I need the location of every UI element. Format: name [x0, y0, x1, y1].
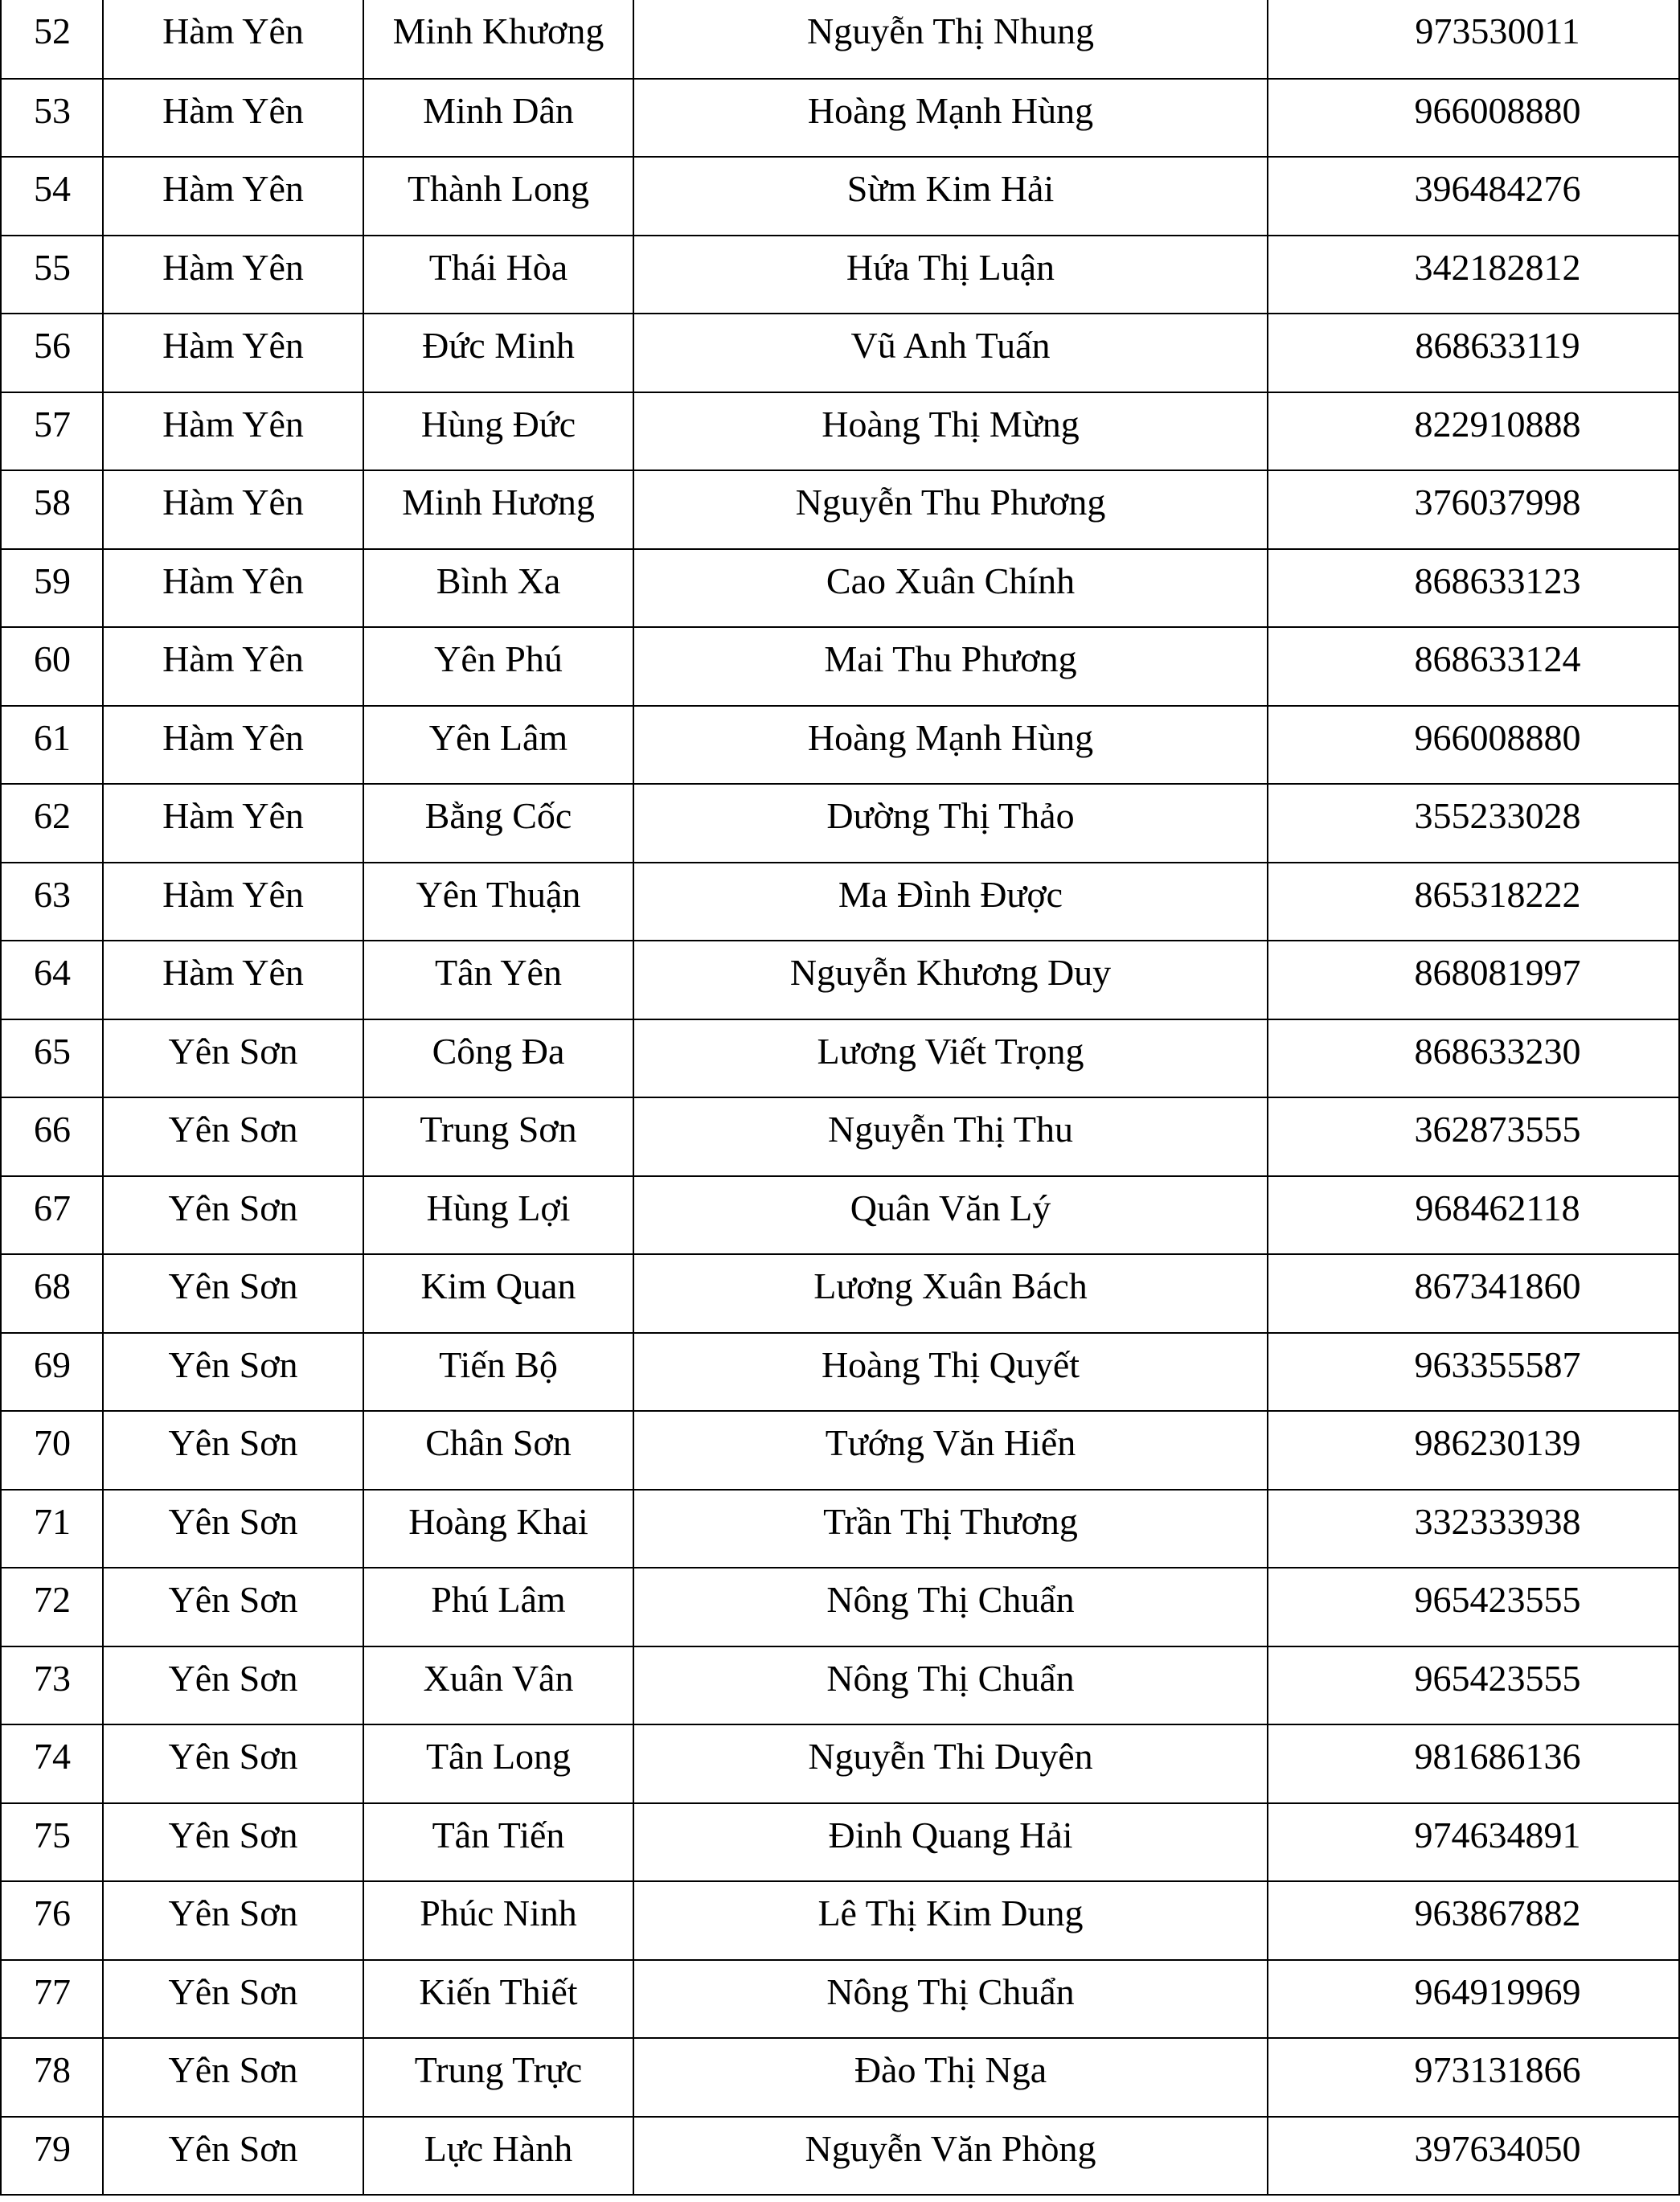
- person-name-cell: Mai Thu Phương: [633, 627, 1268, 706]
- phone-number-cell: 822910888: [1268, 392, 1679, 471]
- phone-number-cell: 397634050: [1268, 2117, 1679, 2196]
- table-row: [1, 1097, 1679, 1176]
- district-cell: Hàm Yên: [103, 863, 363, 941]
- person-name-cell: Nguyễn Thị Nhung: [633, 0, 1268, 79]
- district-cell: Hàm Yên: [103, 236, 363, 314]
- district-cell: Yên Sơn: [103, 1724, 363, 1803]
- row-number-cell: 70: [1, 1411, 103, 1490]
- commune-cell: Tân Yên: [363, 941, 633, 1019]
- district-cell: Yên Sơn: [103, 2038, 363, 2117]
- commune-cell: Tân Tiến: [363, 1803, 633, 1882]
- table-row: [1, 1960, 1679, 2039]
- person-name-cell: Lương Viết Trọng: [633, 1019, 1268, 1098]
- row-number-cell: 71: [1, 1490, 103, 1568]
- commune-cell: Công Đa: [363, 1019, 633, 1098]
- row-number-cell: 52: [1, 0, 103, 79]
- row-number-cell: 78: [1, 2038, 103, 2117]
- row-number-cell: 54: [1, 157, 103, 236]
- person-name-cell: Hoàng Mạnh Hùng: [633, 79, 1268, 158]
- table-row: [1, 1254, 1679, 1333]
- district-cell: Hàm Yên: [103, 79, 363, 158]
- row-number-cell: 65: [1, 1019, 103, 1098]
- table-row: [1, 941, 1679, 1019]
- phone-number-cell: 868633123: [1268, 549, 1679, 628]
- table-row: [1, 706, 1679, 785]
- district-cell: Yên Sơn: [103, 1881, 363, 1960]
- table-row: [1, 627, 1679, 706]
- phone-number-cell: 964919969: [1268, 1960, 1679, 2039]
- district-cell: Hàm Yên: [103, 314, 363, 392]
- district-cell: Yên Sơn: [103, 1960, 363, 2039]
- commune-cell: Minh Dân: [363, 79, 633, 158]
- district-cell: Hàm Yên: [103, 706, 363, 785]
- phone-number-cell: 342182812: [1268, 236, 1679, 314]
- commune-cell: Lực Hành: [363, 2117, 633, 2196]
- table-row: [1, 0, 1679, 79]
- table-row: [1, 1646, 1679, 1725]
- phone-number-cell: 396484276: [1268, 157, 1679, 236]
- row-number-cell: 57: [1, 392, 103, 471]
- table-row: [1, 79, 1679, 158]
- commune-cell: Yên Phú: [363, 627, 633, 706]
- phone-number-cell: 963867882: [1268, 1881, 1679, 1960]
- row-number-cell: 72: [1, 1568, 103, 1646]
- phone-number-cell: 868633119: [1268, 314, 1679, 392]
- phone-number-cell: 867341860: [1268, 1254, 1679, 1333]
- person-name-cell: Hoàng Thị Mừng: [633, 392, 1268, 471]
- row-number-cell: 56: [1, 314, 103, 392]
- table-row: [1, 1490, 1679, 1568]
- table-row: [1, 863, 1679, 941]
- row-number-cell: 77: [1, 1960, 103, 2039]
- phone-number-cell: 376037998: [1268, 470, 1679, 549]
- district-cell: Yên Sơn: [103, 2117, 363, 2196]
- person-name-cell: Tướng Văn Hiển: [633, 1411, 1268, 1490]
- phone-number-cell: 865318222: [1268, 863, 1679, 941]
- table-row: [1, 157, 1679, 236]
- district-cell: Yên Sơn: [103, 1333, 363, 1412]
- table-row: [1, 314, 1679, 392]
- district-cell: Hàm Yên: [103, 157, 363, 236]
- phone-number-cell: 362873555: [1268, 1097, 1679, 1176]
- row-number-cell: 76: [1, 1881, 103, 1960]
- row-number-cell: 79: [1, 2117, 103, 2196]
- district-cell: Hàm Yên: [103, 392, 363, 471]
- table-row: [1, 470, 1679, 549]
- commune-cell: Hùng Lợi: [363, 1176, 633, 1255]
- district-cell: Hàm Yên: [103, 549, 363, 628]
- person-name-cell: Nguyễn Khương Duy: [633, 941, 1268, 1019]
- person-name-cell: Trần Thị Thương: [633, 1490, 1268, 1568]
- person-name-cell: Lê Thị Kim Dung: [633, 1881, 1268, 1960]
- row-number-cell: 61: [1, 706, 103, 785]
- table-row: [1, 2038, 1679, 2117]
- phone-number-cell: 968462118: [1268, 1176, 1679, 1255]
- commune-cell: Thái Hòa: [363, 236, 633, 314]
- row-number-cell: 68: [1, 1254, 103, 1333]
- commune-cell: Thành Long: [363, 157, 633, 236]
- person-name-cell: Nông Thị Chuẩn: [633, 1568, 1268, 1646]
- commune-cell: Minh Hương: [363, 470, 633, 549]
- commune-cell: Chân Sơn: [363, 1411, 633, 1490]
- commune-cell: Bằng Cốc: [363, 784, 633, 863]
- phone-number-cell: 868633124: [1268, 627, 1679, 706]
- district-cell: Yên Sơn: [103, 1411, 363, 1490]
- person-name-cell: Đào Thị Nga: [633, 2038, 1268, 2117]
- commune-cell: Tiến Bộ: [363, 1333, 633, 1412]
- table-row: [1, 1881, 1679, 1960]
- phone-number-cell: 355233028: [1268, 784, 1679, 863]
- row-number-cell: 59: [1, 549, 103, 628]
- table-row: [1, 1724, 1679, 1803]
- commune-cell: Hoàng Khai: [363, 1490, 633, 1568]
- district-cell: Hàm Yên: [103, 0, 363, 79]
- table-row: [1, 1411, 1679, 1490]
- commune-cell: Xuân Vân: [363, 1646, 633, 1725]
- person-name-cell: Sừm Kim Hải: [633, 157, 1268, 236]
- phone-number-cell: 973530011: [1268, 0, 1679, 79]
- person-name-cell: Nguyễn Thị Thu: [633, 1097, 1268, 1176]
- person-name-cell: Nông Thị Chuẩn: [633, 1646, 1268, 1725]
- phone-number-cell: 966008880: [1268, 79, 1679, 158]
- district-cell: Yên Sơn: [103, 1097, 363, 1176]
- row-number-cell: 74: [1, 1724, 103, 1803]
- table-row: [1, 2117, 1679, 2196]
- phone-number-cell: 981686136: [1268, 1724, 1679, 1803]
- commune-cell: Phú Lâm: [363, 1568, 633, 1646]
- row-number-cell: 55: [1, 236, 103, 314]
- row-number-cell: 67: [1, 1176, 103, 1255]
- district-cell: Yên Sơn: [103, 1803, 363, 1882]
- commune-cell: Kim Quan: [363, 1254, 633, 1333]
- commune-cell: Yên Lâm: [363, 706, 633, 785]
- table-row: [1, 1019, 1679, 1098]
- commune-cell: Trung Trực: [363, 2038, 633, 2117]
- district-cell: Yên Sơn: [103, 1490, 363, 1568]
- commune-cell: Hùng Đức: [363, 392, 633, 471]
- district-cell: Yên Sơn: [103, 1568, 363, 1646]
- phone-number-cell: 965423555: [1268, 1646, 1679, 1725]
- district-cell: Yên Sơn: [103, 1019, 363, 1098]
- district-cell: Yên Sơn: [103, 1254, 363, 1333]
- commune-cell: Trung Sơn: [363, 1097, 633, 1176]
- table-row: [1, 392, 1679, 471]
- phone-number-cell: 332333938: [1268, 1490, 1679, 1568]
- row-number-cell: 53: [1, 79, 103, 158]
- commune-cell: Bình Xa: [363, 549, 633, 628]
- person-name-cell: Hoàng Mạnh Hùng: [633, 706, 1268, 785]
- person-name-cell: Nguyễn Thi Duyên: [633, 1724, 1268, 1803]
- commune-cell: Tân Long: [363, 1724, 633, 1803]
- table-body: [1, 0, 1679, 2195]
- row-number-cell: 73: [1, 1646, 103, 1725]
- person-name-cell: Nguyễn Thu Phương: [633, 470, 1268, 549]
- phone-number-cell: 974634891: [1268, 1803, 1679, 1882]
- district-cell: Hàm Yên: [103, 784, 363, 863]
- table-row: [1, 236, 1679, 314]
- person-name-cell: Cao Xuân Chính: [633, 549, 1268, 628]
- commune-cell: Phúc Ninh: [363, 1881, 633, 1960]
- row-number-cell: 69: [1, 1333, 103, 1412]
- district-cell: Yên Sơn: [103, 1646, 363, 1725]
- phone-number-cell: 973131866: [1268, 2038, 1679, 2117]
- person-name-cell: Lương Xuân Bách: [633, 1254, 1268, 1333]
- district-cell: Hàm Yên: [103, 470, 363, 549]
- row-number-cell: 60: [1, 627, 103, 706]
- row-number-cell: 63: [1, 863, 103, 941]
- phone-number-cell: 963355587: [1268, 1333, 1679, 1412]
- person-name-cell: Ma Đình Được: [633, 863, 1268, 941]
- phone-number-cell: 966008880: [1268, 706, 1679, 785]
- row-number-cell: 58: [1, 470, 103, 549]
- table-row: [1, 784, 1679, 863]
- row-number-cell: 66: [1, 1097, 103, 1176]
- person-name-cell: Dường Thị Thảo: [633, 784, 1268, 863]
- commune-cell: Đức Minh: [363, 314, 633, 392]
- person-name-cell: Hoàng Thị Quyết: [633, 1333, 1268, 1412]
- district-cell: Hàm Yên: [103, 627, 363, 706]
- table-row: [1, 1176, 1679, 1255]
- commune-cell: Minh Khương: [363, 0, 633, 79]
- row-number-cell: 75: [1, 1803, 103, 1882]
- commune-cell: Yên Thuận: [363, 863, 633, 941]
- person-name-cell: Đinh Quang Hải: [633, 1803, 1268, 1882]
- person-name-cell: Vũ Anh Tuấn: [633, 314, 1268, 392]
- district-cell: Hàm Yên: [103, 941, 363, 1019]
- row-number-cell: 64: [1, 941, 103, 1019]
- table-row: [1, 1333, 1679, 1412]
- person-name-cell: Nông Thị Chuẩn: [633, 1960, 1268, 2039]
- table-row: [1, 549, 1679, 628]
- row-number-cell: 62: [1, 784, 103, 863]
- person-name-cell: Nguyễn Văn Phòng: [633, 2117, 1268, 2196]
- table-row: [1, 1803, 1679, 1882]
- person-name-cell: Hứa Thị Luận: [633, 236, 1268, 314]
- person-name-cell: Quân Văn Lý: [633, 1176, 1268, 1255]
- phone-number-cell: 868633230: [1268, 1019, 1679, 1098]
- commune-cell: Kiến Thiết: [363, 1960, 633, 2039]
- district-cell: Yên Sơn: [103, 1176, 363, 1255]
- phone-number-cell: 868081997: [1268, 941, 1679, 1019]
- table-row: [1, 1568, 1679, 1646]
- phone-number-cell: 965423555: [1268, 1568, 1679, 1646]
- phone-number-cell: 986230139: [1268, 1411, 1679, 1490]
